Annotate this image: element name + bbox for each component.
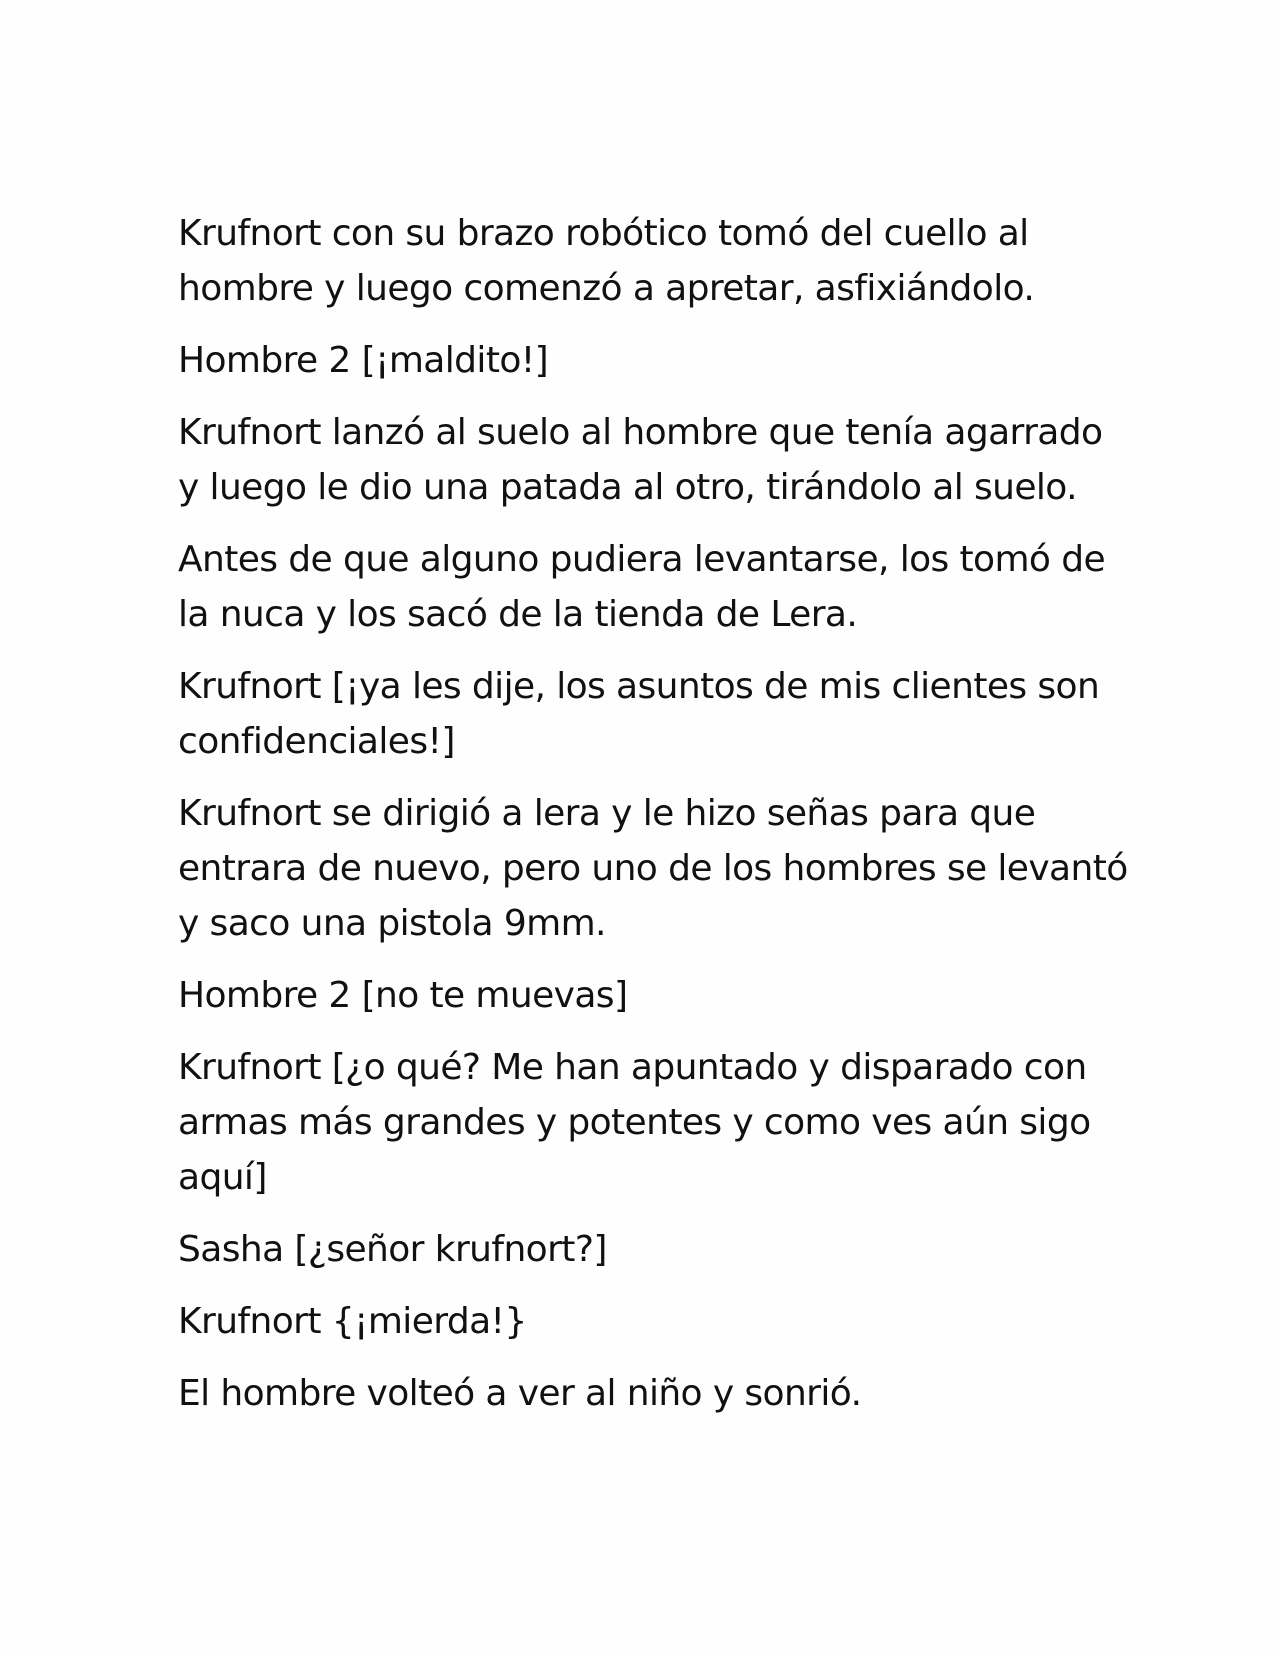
paragraph bbox=[178, 333, 1118, 388]
text-line: hombre y luego comenzó a apretar, asfixiándolo. bbox=[178, 268, 1035, 309]
paragraph bbox=[178, 206, 1118, 316]
text-line: Krufnort [¡ya les dije, los asuntos de mis clientes son bbox=[178, 666, 1100, 707]
text-line: Krufnort con su brazo robótico tomó del cuello al bbox=[178, 213, 1029, 254]
paragraph bbox=[178, 659, 1118, 769]
text-line: y luego le dio una patada al otro, tirándolo al suelo. bbox=[178, 467, 1077, 508]
document-body bbox=[178, 206, 1128, 1438]
text-line: aquí] bbox=[178, 1157, 267, 1198]
paragraph bbox=[178, 1040, 1118, 1205]
text-line: y saco una pistola 9mm. bbox=[178, 903, 606, 944]
text-line: entrara de nuevo, pero uno de los hombres se levantó bbox=[178, 848, 1128, 889]
text-line: Hombre 2 [¡maldito!] bbox=[178, 340, 549, 381]
text-line: Hombre 2 [no te muevas] bbox=[178, 975, 628, 1016]
text-line: armas más grandes y potentes y como ves aún sigo bbox=[178, 1102, 1091, 1143]
paragraph bbox=[178, 786, 1128, 951]
text-line: Antes de que alguno pudiera levantarse, los tomó de bbox=[178, 539, 1106, 580]
paragraph bbox=[178, 1294, 1118, 1349]
text-line: Krufnort [¿o qué? Me han apuntado y disparado con bbox=[178, 1047, 1087, 1088]
text-line: Sasha [¿señor krufnort?] bbox=[178, 1229, 607, 1270]
text-line: Krufnort {¡mierda!} bbox=[178, 1301, 527, 1342]
text-line: la nuca y los sacó de la tienda de Lera. bbox=[178, 594, 858, 635]
paragraph bbox=[178, 532, 1118, 642]
paragraph bbox=[178, 405, 1118, 515]
text-line: Krufnort se dirigió a lera y le hizo señas para que bbox=[178, 793, 1036, 834]
paragraph bbox=[178, 1366, 1118, 1421]
paragraph bbox=[178, 968, 1118, 1023]
paragraph bbox=[178, 1222, 1118, 1277]
text-line: confidenciales!] bbox=[178, 721, 455, 762]
text-line: Krufnort lanzó al suelo al hombre que tenía agarrado bbox=[178, 412, 1103, 453]
text-line: El hombre volteó a ver al niño y sonrió. bbox=[178, 1373, 862, 1414]
